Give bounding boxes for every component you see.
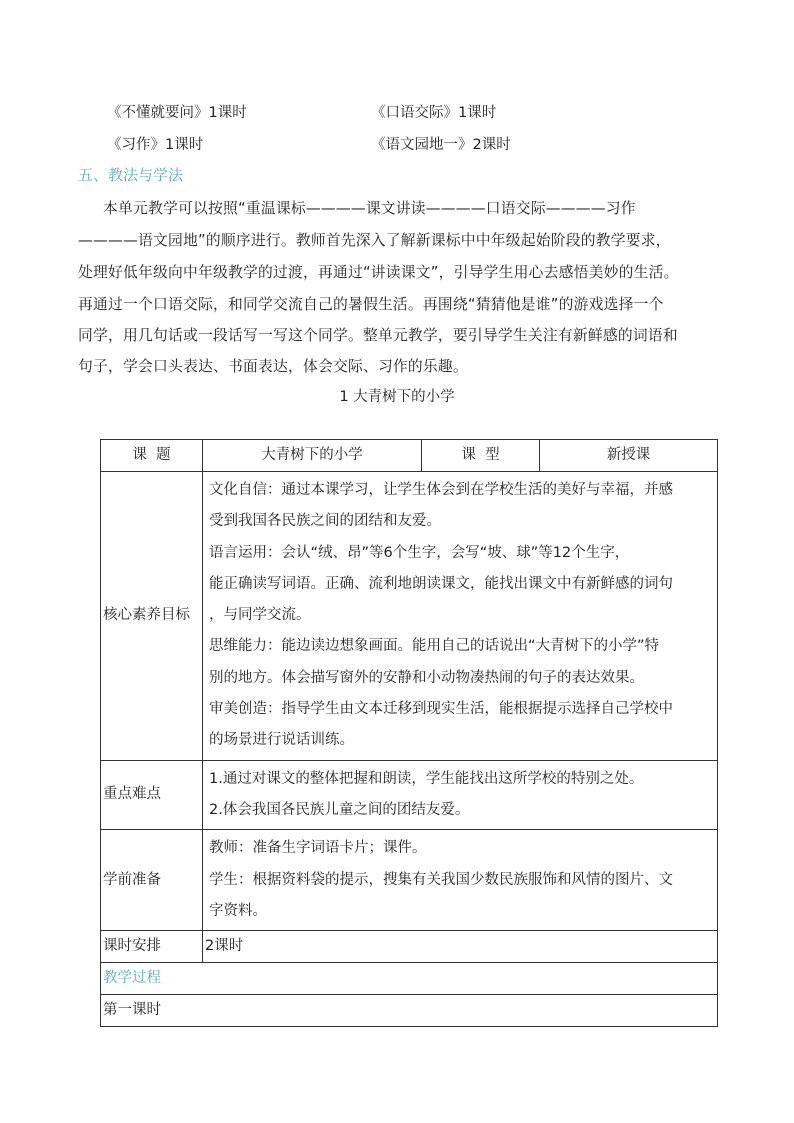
section-heading: 五、教法与学法 [78,166,184,184]
core-goals-line: ，与同学交流。 [209,607,311,624]
paragraph-line: 本单元教学可以按照“重温课标————课文讲读————口语交际————习作 [103,200,636,217]
table-row-first-period [101,995,718,1027]
paragraph-line: 处理好低年级向中年级教学的过渡，再通过“讲读课文”，引导学生用心去感悟美妙的生活。 [78,264,679,281]
lesson-plan-table [100,439,718,1027]
core-goals-line: 审美创造：指导学生由文本迁移到现实生活，能根据提示选择自己学校中 [209,701,673,718]
table-row-preparation [101,830,718,931]
key-points-label: 重点难点 [101,760,203,830]
lesson-title: 1 大青树下的小学 [339,389,455,405]
table-row-schedule [101,931,718,963]
preparation-line: 教师：准备生字词语卡片；课件。 [209,840,427,857]
core-goals-line: 能正确读写词语。正确、流利地朗读课文，能找出课文中有新鲜感的词句 [209,575,673,592]
paragraph-line: 再通过一个口语交际，和同学交流自己的暑假生活。再围绕“猜猜他是谁”的游戏选择一个 [78,296,664,313]
key-points-content [203,760,718,830]
core-goals-label: 核心素养目标 [101,472,203,761]
table-row-process-heading [101,963,718,995]
key-points-line: 2.体会我国各民族儿童之间的团结友爱。 [209,801,470,818]
core-goals-line: 思维能力：能边读边想象画面。能用自己的话说出“大青树下的小学”特 [209,638,660,655]
paragraph-line: 句子，学会口头表达、书面表达，体会交际、习作的乐趣。 [78,358,468,375]
preparation-line: 学生：根据资料袋的提示，搜集有关我国少数民族服饰和风情的图片、文 [209,871,673,888]
core-goals-content [203,472,718,761]
paragraph-line: 同学，用几句话或一段话写一写这个同学。整单元教学，要引导学生关注有新鲜感的词语和 [78,327,678,344]
preparation-line: 字资料。 [209,902,267,919]
table-row-key-points [101,760,718,830]
process-heading: 教学过程 [101,963,718,995]
core-goals-line: 的场景进行说话训练。 [209,732,354,749]
topic-label: 课 题 [101,440,203,472]
schedule-value: 2课时 [203,931,718,963]
course-item: 《习作》1课时 [107,137,204,153]
first-period: 第一课时 [101,995,718,1027]
preparation-label: 学前准备 [101,830,203,931]
table-row-topic [101,440,718,472]
schedule-label: 课时安排 [101,931,203,963]
course-item: 《口语交际》1课时 [371,105,497,121]
paragraph-line: ————语文园地”的顺序进行。教师首先深入了解新课标中中年级起始阶段的教学要求， [78,232,671,249]
preparation-content [203,830,718,931]
course-item: 《不懂就要问》1课时 [107,105,247,121]
type-value: 新授课 [540,440,718,472]
core-goals-line: 受到我国各民族之间的团结和友爱。 [209,513,441,530]
core-goals-line: 文化自信：通过本课学习，让学生体会到在学校生活的美好与幸福，并感 [209,482,673,498]
key-points-line: 1.通过对课文的整体把握和朗读，学生能找出这所学校的特别之处。 [209,770,644,787]
topic-value: 大青树下的小学 [203,440,422,472]
table-row-core-goals [101,472,718,761]
core-goals-line: 别的地方。体会描写窗外的安静和小动物凑热闹的句子的表达效果。 [209,669,644,686]
type-label: 课 型 [422,440,540,472]
course-item: 《语文园地一》2课时 [371,137,511,153]
core-goals-line: 语言运用：会认“绒、昂”等6个生字，会写“坡、球”等12个生字， [209,544,630,561]
